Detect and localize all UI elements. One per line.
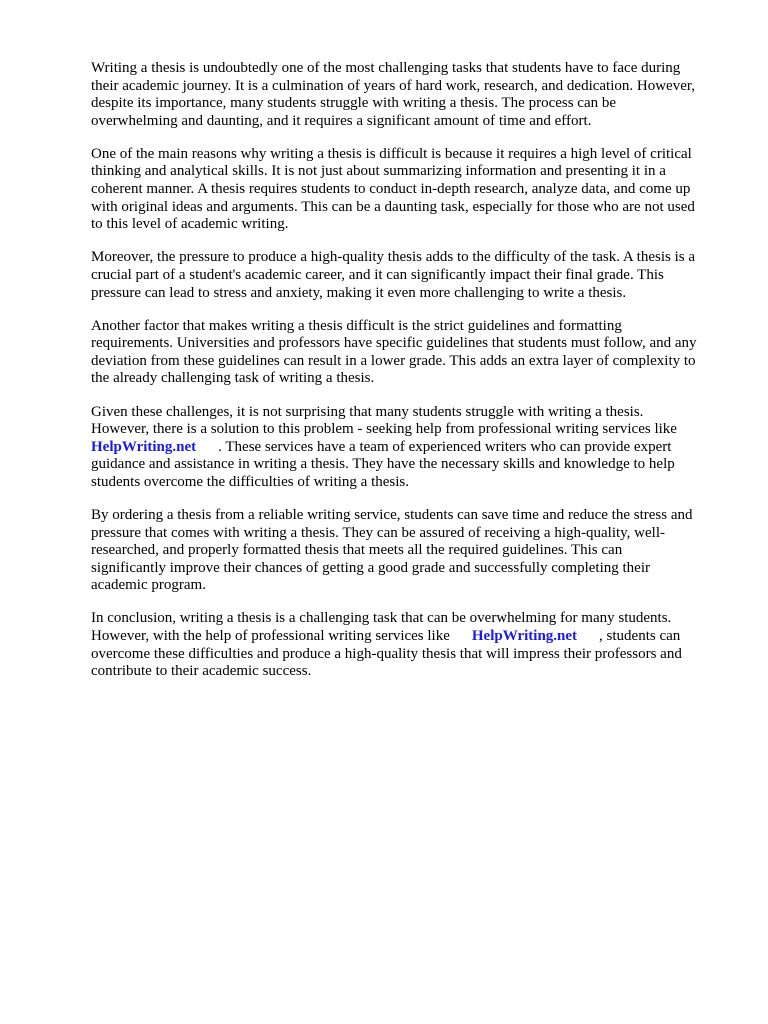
text-line: the already challenging task of writing a thesis. bbox=[91, 370, 375, 387]
text-line: pressure that comes with writing a thesis. They can be assured of receiving a high-quality, well- bbox=[91, 524, 665, 541]
text-line: thinking and analytical skills. It is not just about summarizing information and presenting it in a bbox=[91, 163, 666, 180]
paragraph-ordering bbox=[91, 507, 723, 595]
text-line: coherent manner. A thesis requires students to conduct in-depth research, analyze data, and come up bbox=[91, 181, 691, 198]
document-body bbox=[91, 60, 723, 696]
text-line-with-link bbox=[91, 628, 723, 646]
text-line: Writing a thesis is undoubtedly one of the most challenging tasks that students have to face during bbox=[91, 60, 681, 76]
paragraph-conclusion bbox=[91, 610, 723, 680]
text-line: despite its importance, many students struggle with writing a thesis. The process can be bbox=[91, 95, 617, 112]
helpwriting-link[interactable]: HelpWriting.net bbox=[91, 438, 197, 455]
text-line: contribute to their academic success. bbox=[91, 663, 312, 680]
text-fragment: , students can bbox=[599, 628, 681, 645]
text-line-with-link bbox=[91, 439, 723, 457]
text-line: By ordering a thesis from a reliable writing service, students can save time and reduce the stress and bbox=[91, 506, 693, 523]
text-line: Given these challenges, it is not surprising that many students struggle with writing a thesis. bbox=[91, 403, 644, 420]
text-line: In conclusion, writing a thesis is a challenging task that can be overwhelming for many students. bbox=[91, 610, 672, 627]
text-line: Moreover, the pressure to produce a high-quality thesis adds to the difficulty of the task. A thesis is a bbox=[91, 249, 695, 266]
paragraph-solution bbox=[91, 404, 723, 492]
text-line: One of the main reasons why writing a thesis is difficult is because it requires a high level of critical bbox=[91, 145, 692, 162]
text-fragment: However, with the help of professional writing services like bbox=[91, 628, 450, 645]
paragraph-pressure bbox=[91, 249, 723, 302]
paragraph-guidelines bbox=[91, 318, 723, 388]
text-line: academic program. bbox=[91, 577, 206, 594]
text-line: their academic journey. It is a culmination of years of hard work, research, and dedication. However, bbox=[91, 77, 696, 94]
text-line: researched, and properly formatted thesis that meets all the required guidelines. This can bbox=[91, 542, 623, 559]
text-line: guidance and assistance in writing a thesis. They have the necessary skills and knowledge to help bbox=[91, 456, 675, 473]
text-line: requirements. Universities and professors have specific guidelines that students must follow, and any bbox=[91, 335, 697, 352]
paragraph-intro bbox=[91, 60, 723, 130]
text-line: significantly improve their chances of getting a good grade and successfully completing their bbox=[91, 559, 650, 576]
text-line: overwhelming and daunting, and it requires a significant amount of time and effort. bbox=[91, 112, 592, 129]
helpwriting-link[interactable]: HelpWriting.net bbox=[471, 628, 578, 645]
text-line: overcome these difficulties and produce a high-quality thesis that will impress their professors and bbox=[91, 645, 682, 662]
text-line: with original ideas and arguments. This can be a daunting task, especially for those who are not used bbox=[91, 198, 695, 215]
text-line: Another factor that makes writing a thesis difficult is the strict guidelines and formatting bbox=[91, 317, 622, 334]
text-line: crucial part of a student's academic career, and it can significantly impact their final grade. This bbox=[91, 266, 664, 283]
paragraph-reasons bbox=[91, 146, 723, 234]
text-fragment: . These services have a team of experienced writers who can provide expert bbox=[218, 438, 672, 455]
text-line: However, there is a solution to this problem - seeking help from professional writing services like bbox=[91, 421, 677, 438]
text-line: pressure can lead to stress and anxiety, making it even more challenging to write a thesis. bbox=[91, 284, 627, 301]
text-line: students overcome the difficulties of writing a thesis. bbox=[91, 473, 409, 490]
text-line: to this level of academic writing. bbox=[91, 216, 289, 233]
text-line: deviation from these guidelines can result in a lower grade. This adds an extra layer of complexity to bbox=[91, 352, 696, 369]
